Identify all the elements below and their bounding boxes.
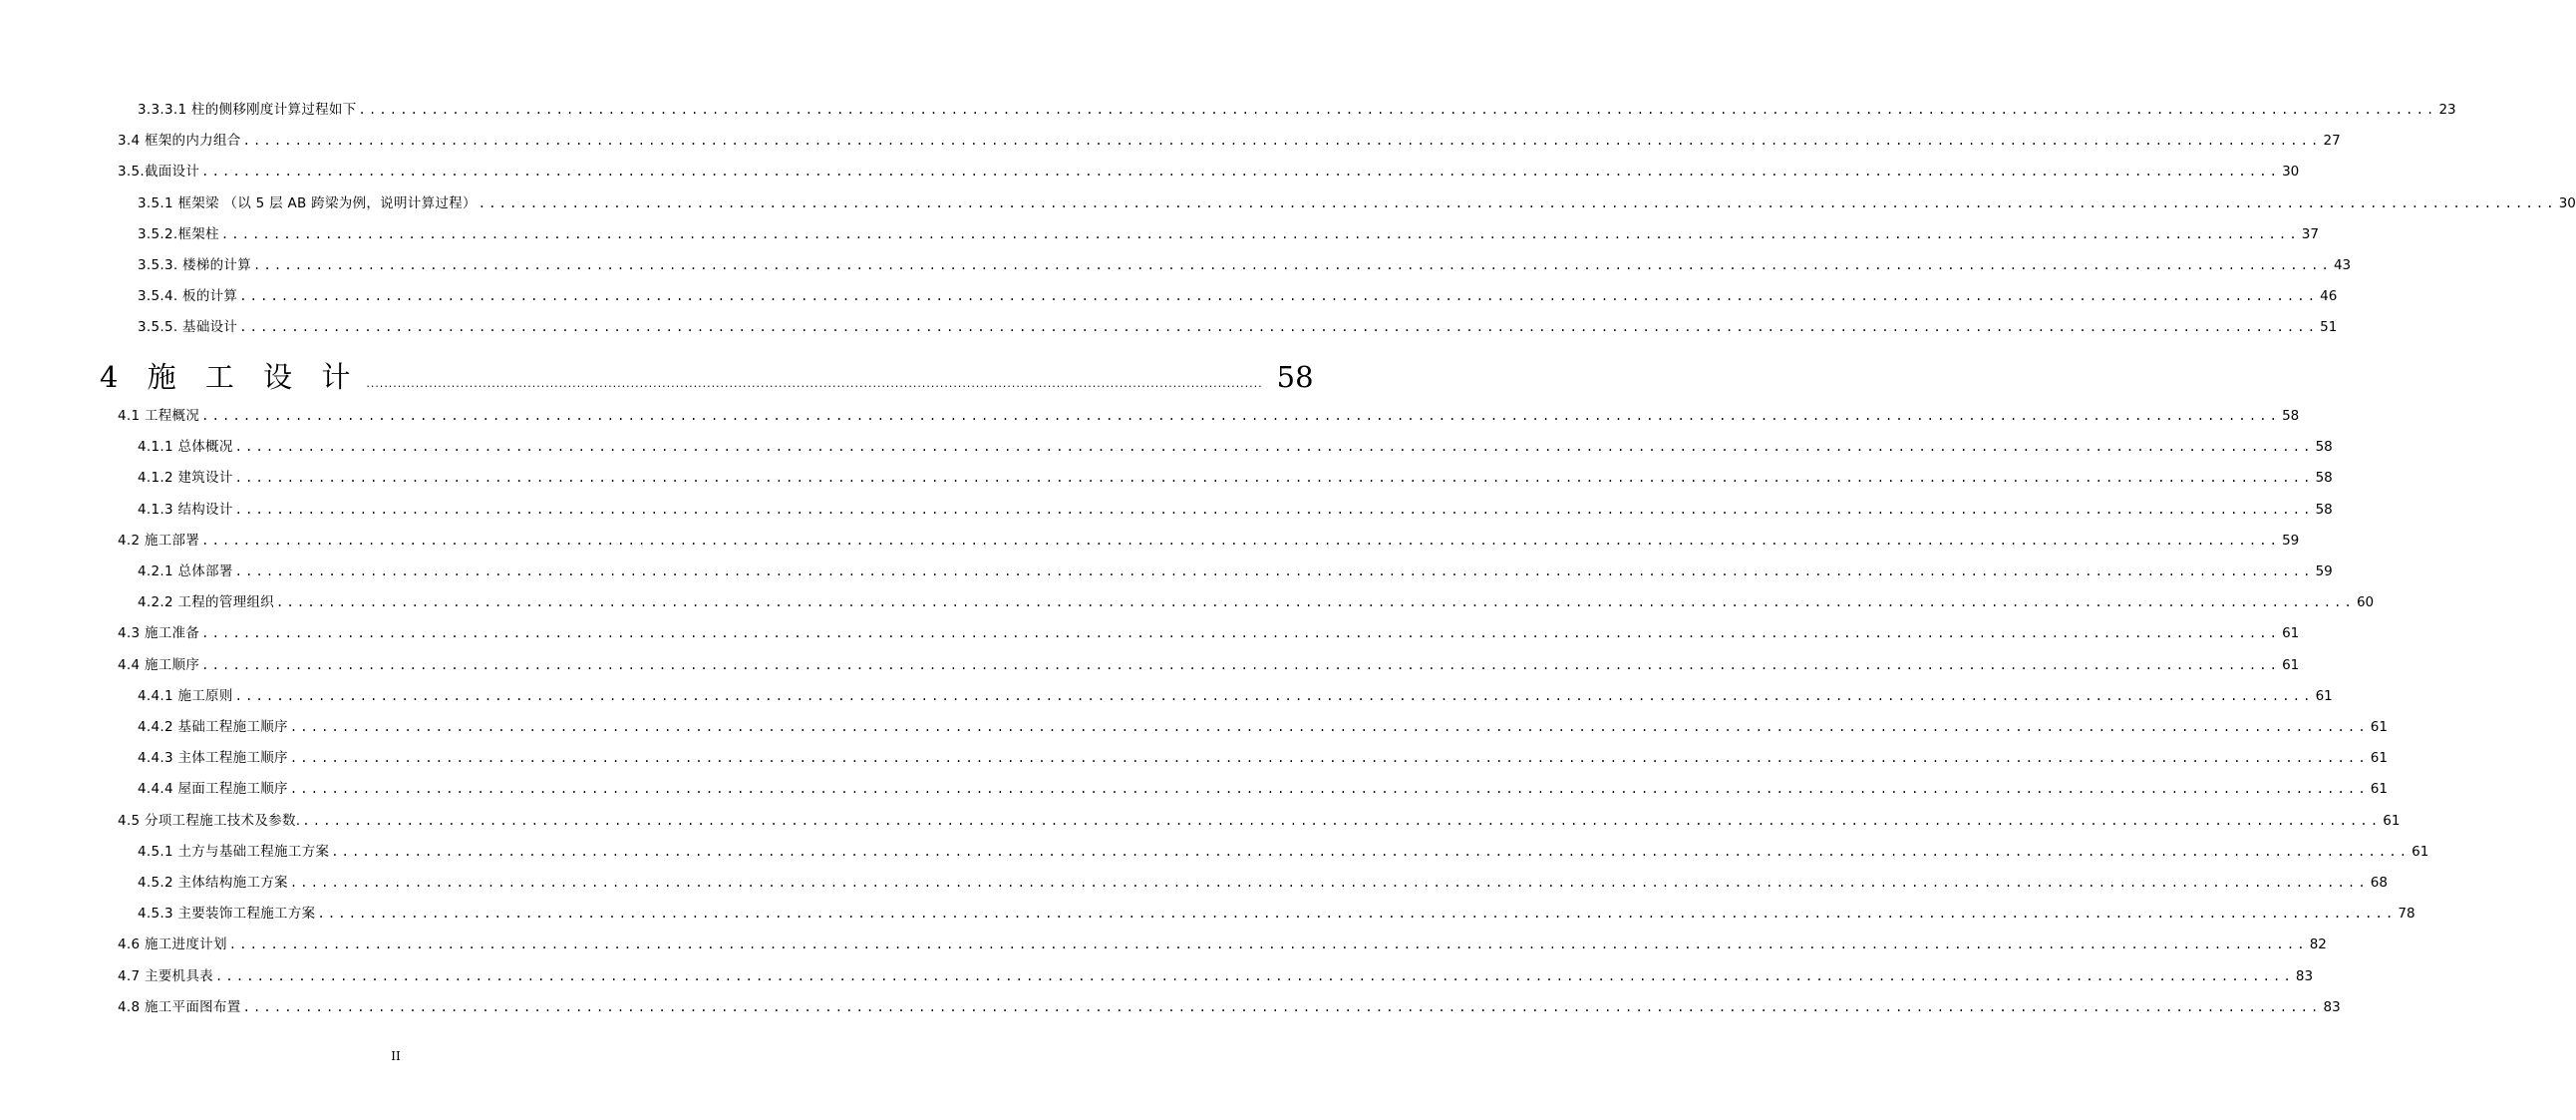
toc-entry[interactable] [118,162,2300,182]
toc-entry-page: 30 [2558,194,2576,211]
toc-entry-page: 68 [2370,875,2388,891]
chapter-title: 4 施 工 设 计 [100,360,361,394]
dot-leader: ........................................................................................................................................................................................................ [366,377,1263,390]
toc-entry-page: 61 [2383,812,2401,829]
toc-entry[interactable] [138,500,2333,520]
dot-leader: ........................................................................................................................................................................................................ [228,937,2308,952]
toc-entry-title: 4.2.2 工程的管理组织 [138,594,275,611]
toc-entry-page: 61 [2412,843,2429,860]
toc-entry[interactable] [138,317,2338,337]
toc-entry-title: 4.4.2 基础工程施工顺序 [138,719,288,735]
toc-entry-page: 61 [2370,781,2388,798]
toc-entry-title: 4.5.2 主体结构施工方案 [138,875,288,891]
dot-leader: ........................................................................................................................................................................................................ [253,258,2332,272]
toc-entry-page: 82 [2309,936,2327,953]
toc-entry[interactable] [138,193,2576,213]
toc-entry-page: 58 [2282,408,2300,424]
toc-entry[interactable] [138,100,2456,120]
toc-entry-page: 58 [2315,501,2333,518]
dot-leader: ........................................................................................................................................................................................................ [289,876,2369,890]
toc-entry-title: 4.7 主要机具表 [118,967,213,984]
toc-entry-title: 4.1 工程概况 [118,408,200,424]
toc-entry-page: 61 [2315,687,2333,704]
toc-entry[interactable] [138,468,2333,488]
dot-leader: ........................................................................................................................................................................................................ [478,195,2557,210]
toc-entry-page: 27 [2323,133,2341,150]
toc-entry-title: 4.3 施工准备 [118,625,200,642]
toc-entry-title: 4.4.1 施工原则 [138,687,233,704]
dot-leader: ........................................................................................................................................................................................................ [358,103,2437,117]
dot-leader: ........................................................................................................................................................................................................ [201,626,2281,641]
dot-leader: ........................................................................................................................................................................................................ [239,289,2319,304]
dot-leader: ........................................................................................................................................................................................................ [234,471,2314,486]
toc-entry-title: 4.1.3 结构设计 [138,501,233,518]
dot-leader: ........................................................................................................................................................................................................ [242,134,2322,149]
dot-leader: ........................................................................................................................................................................................................ [331,844,2411,859]
toc-entry[interactable] [138,686,2333,706]
toc-entry-title: 4.1.2 建筑设计 [138,470,233,487]
toc-entry[interactable] [138,592,2375,612]
toc-entry-title: 3.5.3. 楼梯的计算 [138,257,252,273]
toc-entry-title: 3.5.4. 板的计算 [138,288,238,305]
toc-entry-title: 4.4.4 屋面工程施工顺序 [138,781,288,798]
toc-entry-page: 61 [2370,719,2388,735]
toc-entry-page: 58 [2315,439,2333,456]
toc-entry[interactable] [138,561,2333,581]
toc-entry-page: 60 [2356,594,2375,611]
dot-leader: ........................................................................................................................................................................................................ [220,226,2300,241]
toc-entry[interactable] [118,406,2300,426]
toc-entry-title: 4.4.3 主体工程施工顺序 [138,750,288,767]
dot-leader: ........................................................................................................................................................................................................ [234,564,2314,578]
toc-entry[interactable] [138,224,2319,244]
toc-entry-page: 37 [2301,225,2319,242]
toc-entry[interactable] [138,437,2333,457]
toc-entry[interactable] [138,779,2388,799]
toc-entry-title: 4.6 施工进度计划 [118,936,227,953]
toc-entry-page: 61 [2282,625,2300,642]
dot-leader: ........................................................................................................................................................................................................ [234,688,2314,703]
toc-entry-page: 43 [2333,257,2352,273]
toc-entry-page: 83 [2323,998,2341,1015]
dot-leader: ........................................................................................................................................................................................................ [234,440,2314,455]
toc-entry[interactable] [138,842,2429,862]
dot-leader: ........................................................................................................................................................................................................ [276,595,2355,610]
toc-entry[interactable] [118,623,2300,643]
toc-entry[interactable] [118,531,2300,551]
chapter-page: 58 [1276,360,1314,394]
dot-leader: ........................................................................................................................................................................................................ [201,409,2281,423]
toc-entry-title: 3.4 框架的内力组合 [118,133,241,150]
toc-entry[interactable] [138,286,2338,306]
toc-entry-page: 46 [2320,288,2338,305]
toc-entry-title: 4.5 分项工程施工技术及参数. [118,812,301,829]
dot-leader: ........................................................................................................................................................................................................ [201,533,2281,548]
toc-entry-title: 4.5.1 土方与基础工程施工方案 [138,843,330,860]
toc-entry-title: 4.2 施工部署 [118,532,200,549]
toc-entry-title: 4.5.3 主要装饰工程施工方案 [138,906,316,923]
toc-entry-title: 3.5.5. 基础设计 [138,319,238,336]
toc-entry-page: 58 [2315,470,2333,487]
toc-entry[interactable] [118,966,2314,986]
toc-entry[interactable] [118,811,2401,831]
toc-entry-title: 4.2.1 总体部署 [138,563,233,579]
toc-entry-title: 3.5.2.框架柱 [138,225,219,242]
dot-leader: ........................................................................................................................................................................................................ [289,720,2369,734]
toc-entry-page: 59 [2282,532,2300,549]
page-number: II [391,1049,401,1063]
toc-entry-page: 23 [2438,102,2456,118]
toc-entry-title: 4.8 施工平面图布置 [118,998,241,1015]
dot-leader: ........................................................................................................................................................................................................ [317,907,2397,922]
toc-entry-title: 3.5.截面设计 [118,164,200,181]
dot-leader: ........................................................................................................................................................................................................ [214,968,2294,983]
toc-entry[interactable] [138,873,2388,893]
toc-entry-page: 51 [2320,319,2338,336]
toc-entry-page: 78 [2398,906,2415,923]
toc-entry[interactable] [118,131,2341,151]
toc-entry-title: 3.3.3.1 柱的侧移刚度计算过程如下 [138,102,357,118]
toc-entry[interactable] [118,655,2300,675]
dot-leader: ........................................................................................................................................................................................................ [242,999,2322,1014]
toc-entry-title: 4.4 施工顺序 [118,656,200,673]
toc-entry[interactable] [138,255,2352,275]
toc-entry-page: 83 [2295,967,2314,984]
toc-entry[interactable] [138,717,2388,737]
toc-entry-page: 30 [2282,164,2300,181]
chapter-heading[interactable] [100,355,1314,395]
dot-leader: ........................................................................................................................................................................................................ [289,782,2369,797]
dot-leader: ........................................................................................................................................................................................................ [201,657,2281,672]
toc-entry[interactable] [138,904,2415,924]
dot-leader: ........................................................................................................................................................................................................ [302,813,2382,828]
dot-leader: ........................................................................................................................................................................................................ [201,165,2281,180]
toc-entry-page: 61 [2370,750,2388,767]
toc-entry[interactable] [138,748,2388,768]
toc-entry-title: 3.5.1 框架梁 （以 5 层 AB 跨梁为例，说明计算过程） [138,194,477,211]
dot-leader: ........................................................................................................................................................................................................ [289,751,2369,766]
toc-entry-page: 61 [2282,656,2300,673]
toc-entry[interactable] [118,997,2341,1017]
dot-leader: ........................................................................................................................................................................................................ [234,502,2314,517]
dot-leader: ........................................................................................................................................................................................................ [239,320,2319,335]
toc-entry-page: 59 [2315,563,2333,579]
toc-entry[interactable] [118,934,2327,954]
toc-entry-title: 4.1.1 总体概况 [138,439,233,456]
